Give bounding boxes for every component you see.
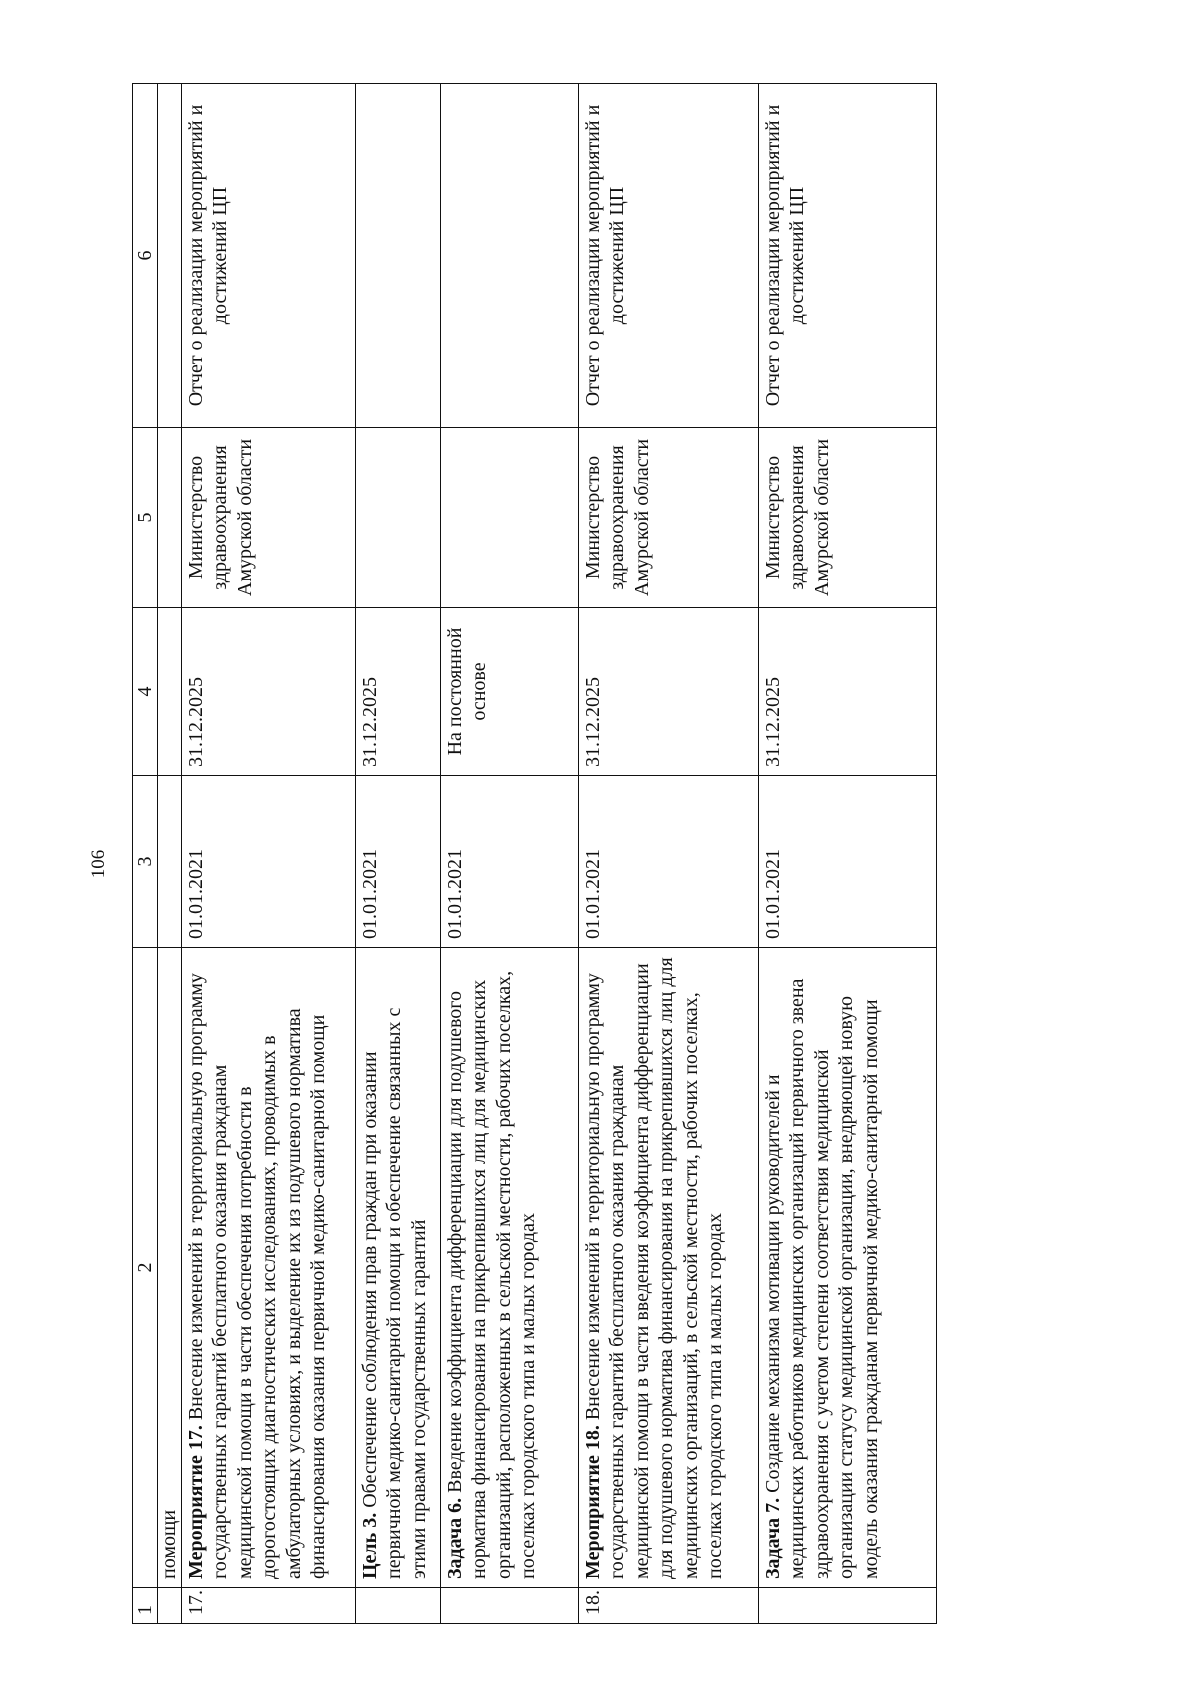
header-cell: 5 xyxy=(133,428,158,608)
row-end-date: 31.12.2025 xyxy=(182,608,356,776)
row-result xyxy=(356,84,441,428)
table-row xyxy=(182,84,356,1624)
continued-row xyxy=(158,84,182,1624)
row-end-date: На постоянной основе xyxy=(441,608,579,776)
table-row xyxy=(356,84,441,1624)
row-text: Внесение изменений в территориальную программу государственных гарантий бесплатного оказания гражданам медицинской помощи в части обеспечения потребности в дорогостоящих диагностических исследованиях, проводимых в амбулаторных условиях, и выделение их из подушевого норматива финансирования оказания первичной медико-санитарной помощи xyxy=(185,973,329,1579)
row-start-date: 01.01.2021 xyxy=(579,776,759,948)
row-title: Задача 6. xyxy=(444,1497,466,1579)
row-result xyxy=(441,84,579,428)
empty-cell xyxy=(158,428,182,608)
table-row xyxy=(579,84,759,1624)
row-text: Введение коэффициента дифференциации для подушевого норматива финансирования на прикрепившихся лиц для медицинских организаций, расположенных в сельской местности, рабочих поселках, поселках городского типа и малых городах xyxy=(444,970,540,1579)
header-row xyxy=(133,84,158,1624)
continued-text: помощи xyxy=(158,948,182,1588)
row-responsible: Министерство здравоохранения Амурской области xyxy=(759,428,937,608)
empty-cell xyxy=(158,84,182,428)
header-cell: 4 xyxy=(133,608,158,776)
row-end-date: 31.12.2025 xyxy=(759,608,937,776)
row-description xyxy=(579,948,759,1588)
header-cell: 6 xyxy=(133,84,158,428)
row-responsible: Министерство здравоохранения Амурской области xyxy=(579,428,759,608)
row-end-date: 31.12.2025 xyxy=(356,608,441,776)
row-responsible: Министерство здравоохранения Амурской области xyxy=(182,428,356,608)
row-responsible xyxy=(356,428,441,608)
row-number: 18. xyxy=(579,1588,759,1624)
row-description xyxy=(182,948,356,1588)
empty-cell xyxy=(158,608,182,776)
row-text: Создание механизма мотивации руководителей и медицинских работников медицинских организаций первичного звена здравоохранения с учетом степени соответствия медицинской организации статусу медицинской организации, внедряющей новую модель оказания гражданам первичной медико-санитарной помощи xyxy=(762,978,882,1579)
table-row xyxy=(759,84,937,1624)
row-start-date: 01.01.2021 xyxy=(441,776,579,948)
row-result: Отчет о реализации мероприятий и достижений ЦП xyxy=(579,84,759,428)
row-number xyxy=(759,1588,937,1624)
row-title: Мероприятие 18. xyxy=(582,1425,604,1579)
row-number: 17. xyxy=(182,1588,356,1624)
row-title: Задача 7. xyxy=(762,1497,784,1579)
row-text: Внесение изменений в территориальную программу государственных гарантий бесплатного оказания гражданам медицинской помощи в части введения коэффициента дифференциации для подушевого норматива финансирования на прикрепившихся лиц для медицинских организаций, в сельской местности, рабочих поселках, поселках городского типа и малых городах xyxy=(582,957,726,1579)
row-description xyxy=(441,948,579,1588)
table-row xyxy=(441,84,579,1624)
empty-cell xyxy=(158,1588,182,1624)
page-number xyxy=(82,845,116,885)
row-number xyxy=(356,1588,441,1624)
header-cell: 1 xyxy=(133,1588,158,1624)
row-title: Цель 3. xyxy=(359,1512,381,1579)
row-result: Отчет о реализации мероприятий и достижений ЦП xyxy=(759,84,937,428)
header-cell: 2 xyxy=(133,948,158,1588)
row-responsible xyxy=(441,428,579,608)
row-start-date: 01.01.2021 xyxy=(759,776,937,948)
empty-cell xyxy=(158,776,182,948)
row-title: Мероприятие 17. xyxy=(185,1425,207,1579)
row-number xyxy=(441,1588,579,1624)
row-text: Обеспечение соблюдения прав граждан при оказании первичной медико-санитарной помощи и обеспечение связанных с этими правами государственных гарантий xyxy=(359,1007,430,1579)
page-number-text: 106 xyxy=(88,849,109,879)
row-start-date: 01.01.2021 xyxy=(182,776,356,948)
row-description xyxy=(759,948,937,1588)
row-start-date: 01.01.2021 xyxy=(356,776,441,948)
row-description xyxy=(356,948,441,1588)
rotated-table-container xyxy=(132,84,1035,1624)
row-result: Отчет о реализации мероприятий и достижений ЦП xyxy=(182,84,356,428)
header-cell: 3 xyxy=(133,776,158,948)
row-end-date: 31.12.2025 xyxy=(579,608,759,776)
plan-table xyxy=(132,83,937,1624)
